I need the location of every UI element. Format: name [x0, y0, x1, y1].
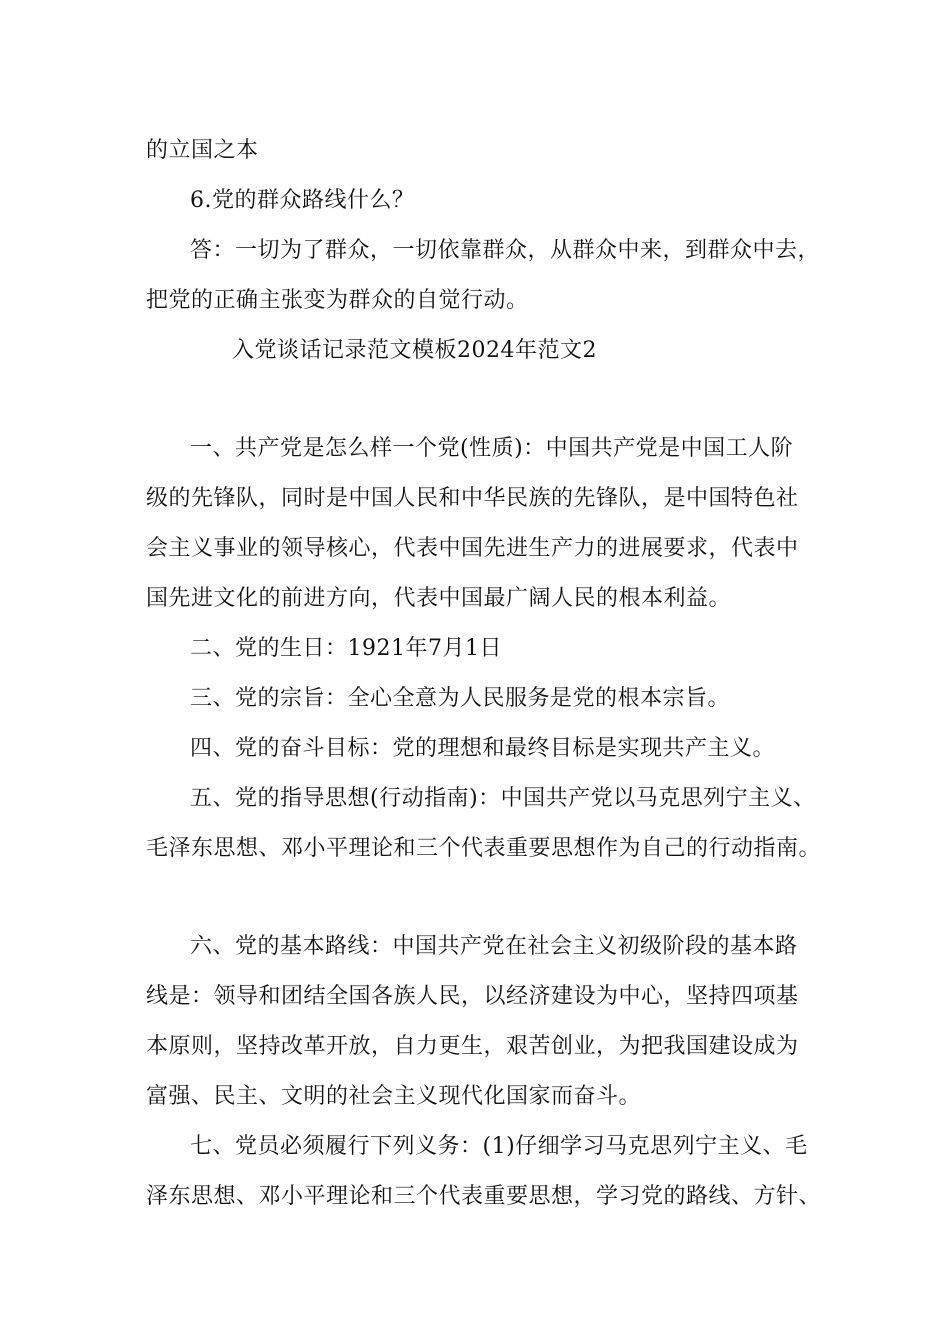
- paragraph-line: 本原则，坚持改革开放，自力更生，艰苦创业，为把我国建设成为: [146, 1034, 799, 1059]
- paragraph-line: 三、党的宗旨：全心全意为人民服务是党的根本宗旨。: [190, 686, 731, 711]
- paragraph-line: 国先进文化的前进方向，代表中国最广阔人民的根本利益。: [146, 586, 732, 611]
- question-line: 6.党的群众路线什么？: [190, 188, 415, 213]
- paragraph-line: 七、党员必须履行下列义务：(1)仔细学习马克思列宁主义、毛: [190, 1134, 808, 1159]
- paragraph-line: 二、党的生日：1921年7月1日: [190, 636, 502, 661]
- paragraph-line: 级的先锋队，同时是中国人民和中华民族的先锋队，是中国特色社: [146, 486, 799, 511]
- text-line: 的立国之本: [146, 138, 259, 163]
- paragraph-line: 线是：领导和团结全国各族人民，以经济建设为中心，坚持四项基: [146, 984, 799, 1009]
- paragraph-line: 泽东思想、邓小平理论和三个代表重要思想，学习党的路线、方针、: [146, 1184, 822, 1209]
- paragraph-line: 会主义事业的领导核心，代表中国先进生产力的进展要求，代表中: [146, 536, 799, 561]
- text-line: 把党的正确主张变为群众的自觉行动。: [146, 288, 529, 313]
- paragraph-line: 四、党的奋斗目标：党的理想和最终目标是实现共产主义。: [190, 736, 776, 761]
- section-heading: 入党谈话记录范文模板2024年范文2: [232, 338, 597, 363]
- paragraph-line: 六、党的基本路线：中国共产党在社会主义初级阶段的基本路: [190, 934, 798, 959]
- answer-line: 答：一切为了群众，一切依靠群众，从群众中来，到群众中去，: [190, 238, 821, 263]
- paragraph-line: 一、共产党是怎么样一个党(性质)：中国共产党是中国工人阶: [190, 436, 794, 461]
- paragraph-line: 富强、民主、文明的社会主义现代化国家而奋斗。: [146, 1084, 642, 1109]
- paragraph-line: 五、党的指导思想(行动指南)：中国共产党以马克思列宁主义、: [190, 786, 816, 811]
- paragraph-line: 毛泽东思想、邓小平理论和三个代表重要思想作为自己的行动指南。: [146, 836, 822, 861]
